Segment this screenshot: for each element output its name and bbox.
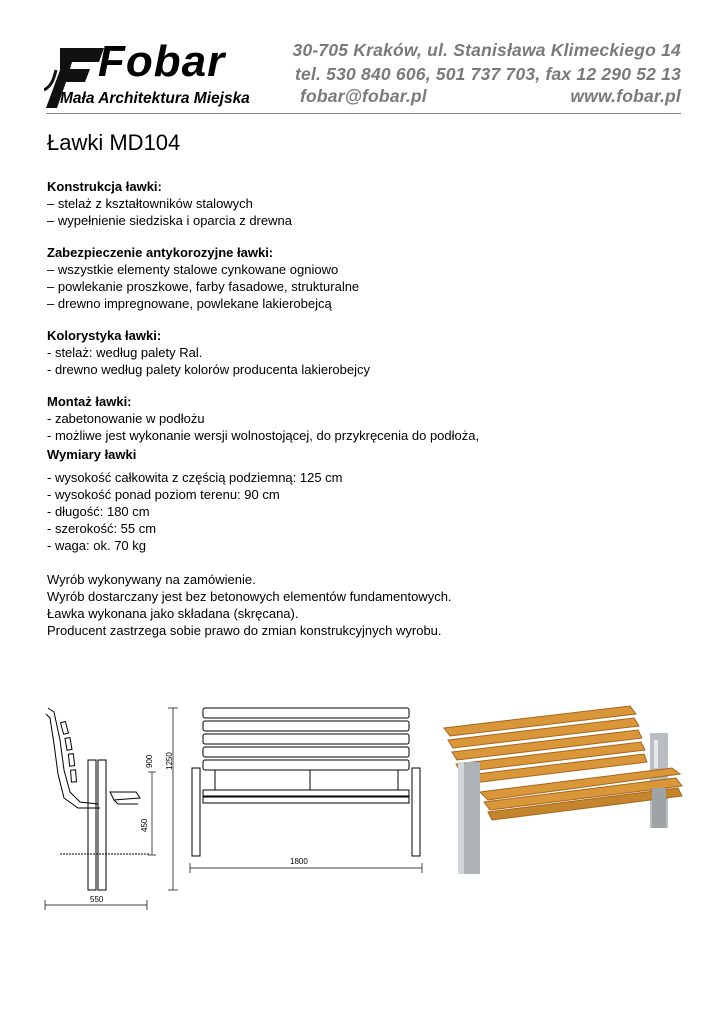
page-title: Ławki MD104 — [47, 130, 181, 155]
section-heading-colors: Kolorystyka ławki: — [47, 328, 162, 343]
list-item: - drewno według palety kolorów producenta lakierobejcy — [47, 362, 371, 377]
list-item: - wysokość całkowita z częścią podziemną: 125 cm — [47, 470, 343, 485]
note-line: Wyrób wykonywany na zamówienie. — [47, 572, 256, 587]
list-item: - szerokość: 55 cm — [47, 521, 157, 536]
header-divider — [46, 113, 681, 114]
note-line: Wyrób dostarczany jest bez betonowych elementów fundamentowych. — [47, 589, 452, 604]
technical-drawings — [40, 700, 685, 915]
list-item: - długość: 180 cm — [47, 504, 150, 519]
dimension-label-450: 450 — [140, 818, 149, 832]
note-line: Producent zastrzega sobie prawo do zmian konstrukcyjnych wyrobu. — [47, 623, 442, 638]
list-item: - zabetonowanie w podłożu — [47, 411, 205, 426]
list-item: - waga: ok. 70 kg — [47, 538, 146, 553]
front-view-drawing — [192, 708, 420, 856]
letterhead — [40, 36, 685, 118]
list-item: – wszystkie elementy stalowe cynkowane ogniowo — [47, 262, 339, 277]
contact-email[interactable]: fobar@fobar.pl — [300, 86, 427, 106]
list-item: - stelaż: według palety Ral. — [47, 345, 203, 360]
dimension-label-1800: 1800 — [290, 857, 308, 866]
dimension-label-1250: 1250 — [165, 752, 174, 770]
section-heading-construction: Konstrukcja ławki: — [47, 179, 162, 194]
brand-name: Fobar — [98, 37, 226, 86]
side-view-drawing — [46, 708, 150, 890]
list-item: – powlekanie proszkowe, farby fasadowe, strukturalne — [47, 279, 360, 294]
note-line: Ławka wykonana jako składana (skręcana). — [47, 606, 299, 621]
section-heading-mounting: Montaż ławki: — [47, 394, 132, 409]
list-item: – drewno impregnowane, powlekane lakierobejcą — [47, 296, 332, 311]
list-item: – wypełnienie siedziska i oparcia z drewna — [47, 213, 292, 228]
contact-phones: tel. 530 840 606, 501 737 703, fax 12 290 52 13 — [295, 64, 681, 84]
bench-render-image — [436, 700, 685, 915]
section-heading-dimensions: Wymiary ławki — [47, 447, 137, 462]
list-item: - możliwe jest wykonanie wersji wolnostojącej, do przykręcenia do podłoża, — [47, 428, 480, 443]
contact-address: 30-705 Kraków, ul. Stanisława Klimeckiego 14 — [292, 40, 681, 60]
dimension-label-900: 900 — [145, 754, 154, 768]
section-heading-protection: Zabezpieczenie antykorozyjne ławki: — [47, 245, 274, 260]
product-description — [47, 178, 687, 639]
brand-tagline: Mała Architektura Miejska — [60, 90, 250, 107]
contact-website[interactable]: www.fobar.pl — [570, 86, 681, 106]
list-item: - wysokość ponad poziom terenu: 90 cm — [47, 487, 280, 502]
list-item: – stelaż z kształtowników stalowych — [47, 196, 253, 211]
dimension-label-550: 550 — [90, 895, 104, 904]
